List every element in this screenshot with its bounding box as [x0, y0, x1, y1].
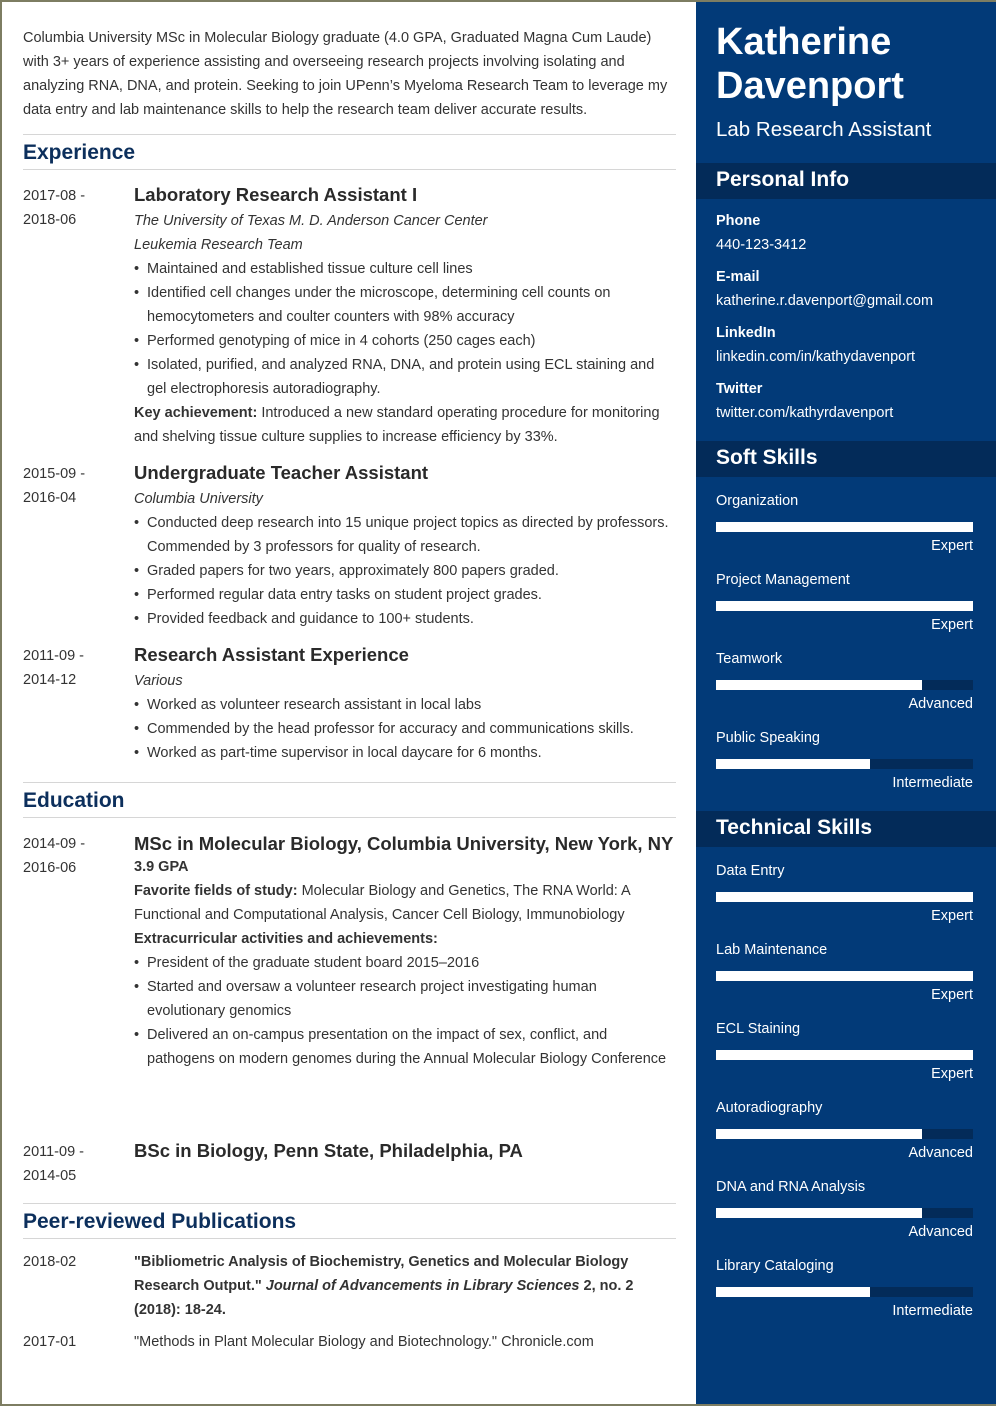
skill-item	[716, 941, 973, 1020]
degree-title: MSc in Molecular Biology, Columbia University, New York, NY	[134, 833, 674, 854]
skill-name: Teamwork	[716, 651, 783, 667]
skill-name: Public Speaking	[716, 730, 820, 746]
bullet-list	[134, 511, 676, 631]
skill-name: Organization	[716, 493, 799, 509]
divider	[23, 817, 676, 818]
bullet-list	[134, 951, 676, 1071]
publication-date: 2018-02	[23, 1254, 77, 1270]
publications-section	[23, 1203, 676, 1239]
skill-level-fill	[716, 601, 973, 611]
skill-level-bar	[716, 1129, 973, 1139]
list-item: • Maintained and established tissue culture cell lines	[134, 257, 676, 281]
skill-level-bar	[716, 522, 973, 532]
list-item: • Performed regular data entry tasks on student project grades.	[134, 583, 676, 607]
fields-of-study: Favorite fields of study: Molecular Biology and Genetics, The RNA World: A Functional and Computational Analysis, Cancer Cell Biology, Immunobiology	[134, 883, 630, 923]
publication-citation: "Methods in Plant Molecular Biology and Biotechnology." Chronicle.com	[134, 1334, 594, 1350]
full-name: Katherine Davenport	[716, 21, 904, 107]
skill-name: Project Management	[716, 572, 850, 588]
list-item: • President of the graduate student board 2015–2016	[134, 951, 676, 975]
list-item: • Identified cell changes under the microscope, determining cell counts on hemocytometers and coulter counters with 98% accuracy	[134, 281, 676, 329]
entry-date: 2011-09 - 2014-05	[23, 1144, 84, 1184]
skill-item	[716, 650, 973, 729]
list-item: • Performed genotyping of mice in 4 cohorts (250 cages each)	[134, 329, 676, 353]
organization: The University of Texas M. D. Anderson Cancer Center	[134, 213, 488, 229]
job-role: Lab Research Assistant	[716, 118, 932, 141]
skill-level-label: Intermediate	[892, 1303, 973, 1319]
skill-level-fill	[716, 1208, 922, 1218]
skill-level-fill	[716, 971, 973, 981]
skill-name: DNA and RNA Analysis	[716, 1179, 866, 1195]
publication-entry	[23, 1250, 676, 1322]
publication-date: 2017-01	[23, 1334, 77, 1350]
skill-level-label: Expert	[931, 1066, 973, 1082]
list-item: • Started and oversaw a volunteer research project investigating human evolutionary genomics	[134, 975, 676, 1023]
experience-entry	[23, 644, 676, 765]
skill-name: Data Entry	[716, 863, 785, 879]
list-item: • Graded papers for two years, approximately 800 papers graded.	[134, 559, 676, 583]
email-link[interactable]: katherine.r.davenport@gmail.com	[716, 293, 934, 309]
list-item: • Isolated, purified, and analyzed RNA, DNA, and protein using ECL staining and gel electrophoresis autoradiography.	[134, 353, 676, 401]
experience-entry	[23, 184, 676, 449]
gpa: 3.9 GPA	[134, 859, 189, 875]
skill-item	[716, 1099, 973, 1178]
skill-item	[716, 1020, 973, 1099]
twitter-link[interactable]: twitter.com/kathyrdavenport	[716, 405, 894, 421]
skill-level-bar	[716, 892, 973, 902]
divider	[23, 169, 676, 170]
skill-level-label: Expert	[931, 987, 973, 1003]
skill-level-fill	[716, 680, 922, 690]
skill-name: Library Cataloging	[716, 1258, 834, 1274]
skill-name: Autoradiography	[716, 1100, 823, 1116]
skill-level-label: Advanced	[908, 696, 973, 712]
experience-entry	[23, 462, 676, 631]
entry-date: 2014-09 - 2016-06	[23, 836, 86, 876]
skill-level-fill	[716, 892, 973, 902]
list-item: • Commended by the head professor for accuracy and communications skills.	[134, 717, 676, 741]
skill-name: ECL Staining	[716, 1021, 801, 1037]
skill-level-fill	[716, 759, 870, 769]
publication-citation: "Bibliometric Analysis of Biochemistry, Genetics and Molecular Biology Research Output." Journal of Advancements in Library Sciences 2, no. 2 (2018): 18-24.	[134, 1254, 634, 1318]
job-title: Research Assistant Experience	[134, 644, 409, 665]
section-title-soft-skills: Soft Skills	[696, 441, 996, 477]
skill-level-bar	[716, 971, 973, 981]
skill-level-fill	[716, 522, 973, 532]
entry-date: 2017-08 - 2018-06	[23, 188, 86, 228]
skill-item	[716, 729, 973, 808]
key-achievement: Key achievement: Introduced a new standard operating procedure for monitoring and shelving tissue culture supplies to increase efficiency by 33%.	[134, 405, 660, 445]
entry-date: 2015-09 - 2016-04	[23, 466, 86, 506]
skill-item	[716, 1178, 973, 1257]
skill-item	[716, 571, 973, 650]
skill-level-label: Expert	[931, 908, 973, 924]
phone-value: 440-123-3412	[716, 237, 807, 253]
list-item: • Worked as volunteer research assistant in local labs	[134, 693, 676, 717]
list-item: • Delivered an on-campus presentation on the impact of sex, conflict, and pathogens on modern genomes during the Annual Molecular Biology Conference	[134, 1023, 676, 1071]
skill-level-bar	[716, 1050, 973, 1060]
extracurricular-label: Extracurricular activities and achievements:	[134, 931, 438, 947]
linkedin-link[interactable]: linkedin.com/in/kathydavenport	[716, 349, 916, 365]
skill-level-fill	[716, 1129, 922, 1139]
skill-level-label: Intermediate	[892, 775, 973, 791]
education-entry	[23, 1140, 676, 1188]
bullet-list	[134, 693, 676, 765]
section-title-education: Education	[23, 789, 125, 812]
list-item: • Conducted deep research into 15 unique project topics as directed by professors. Commended by 3 professors for quality of research.	[134, 511, 676, 559]
skill-level-bar	[716, 1208, 973, 1218]
section-title-experience: Experience	[23, 141, 136, 164]
list-item: • Provided feedback and guidance to 100+ students.	[134, 607, 676, 631]
skill-level-fill	[716, 1050, 973, 1060]
education-section	[23, 782, 676, 818]
sidebar	[696, 2, 996, 1404]
email-label: E-mail	[716, 269, 760, 285]
education-entry	[23, 832, 676, 1071]
bullet-list	[134, 257, 676, 401]
skill-level-bar	[716, 759, 973, 769]
twitter-label: Twitter	[716, 381, 763, 397]
experience-section	[23, 134, 676, 170]
publication-entry	[23, 1330, 676, 1354]
skill-level-fill	[716, 1287, 870, 1297]
entry-date: 2011-09 - 2014-12	[23, 648, 84, 688]
organization: Various	[134, 673, 183, 689]
skill-level-label: Advanced	[908, 1224, 973, 1240]
section-title-technical-skills: Technical Skills	[696, 811, 996, 847]
main-column	[2, 2, 696, 1404]
skill-level-label: Expert	[931, 617, 973, 633]
team: Leukemia Research Team	[134, 237, 303, 253]
summary: Columbia University MSc in Molecular Biology graduate (4.0 GPA, Graduated Magna Cum Laude) with 3+ years of experience assisting and overseeing research projects involving isolating and analyzing RNA, DNA, and protein. Seeking to join UPenn’s Myeloma Research Team to leverage my data entry and lab maintenance skills to help the research team deliver accurate results.	[23, 30, 668, 118]
skill-item	[716, 1257, 973, 1336]
section-title-publications: Peer-reviewed Publications	[23, 1210, 297, 1233]
job-title: Laboratory Research Assistant I	[134, 184, 418, 205]
skill-level-bar	[716, 601, 973, 611]
linkedin-label: LinkedIn	[716, 325, 776, 341]
divider	[23, 1238, 676, 1239]
skill-name: Lab Maintenance	[716, 942, 828, 958]
list-item: • Worked as part-time supervisor in local daycare for 6 months.	[134, 741, 676, 765]
skill-item	[716, 862, 973, 941]
job-title: Undergraduate Teacher Assistant	[134, 462, 429, 483]
section-title-personal-info: Personal Info	[696, 163, 996, 199]
skill-level-bar	[716, 1287, 973, 1297]
skill-level-label: Advanced	[908, 1145, 973, 1161]
skill-item	[716, 492, 973, 571]
organization: Columbia University	[134, 491, 263, 507]
skill-level-label: Expert	[931, 538, 973, 554]
degree-title: BSc in Biology, Penn State, Philadelphia, PA	[134, 1140, 523, 1161]
skill-level-bar	[716, 680, 973, 690]
phone-label: Phone	[716, 213, 761, 229]
